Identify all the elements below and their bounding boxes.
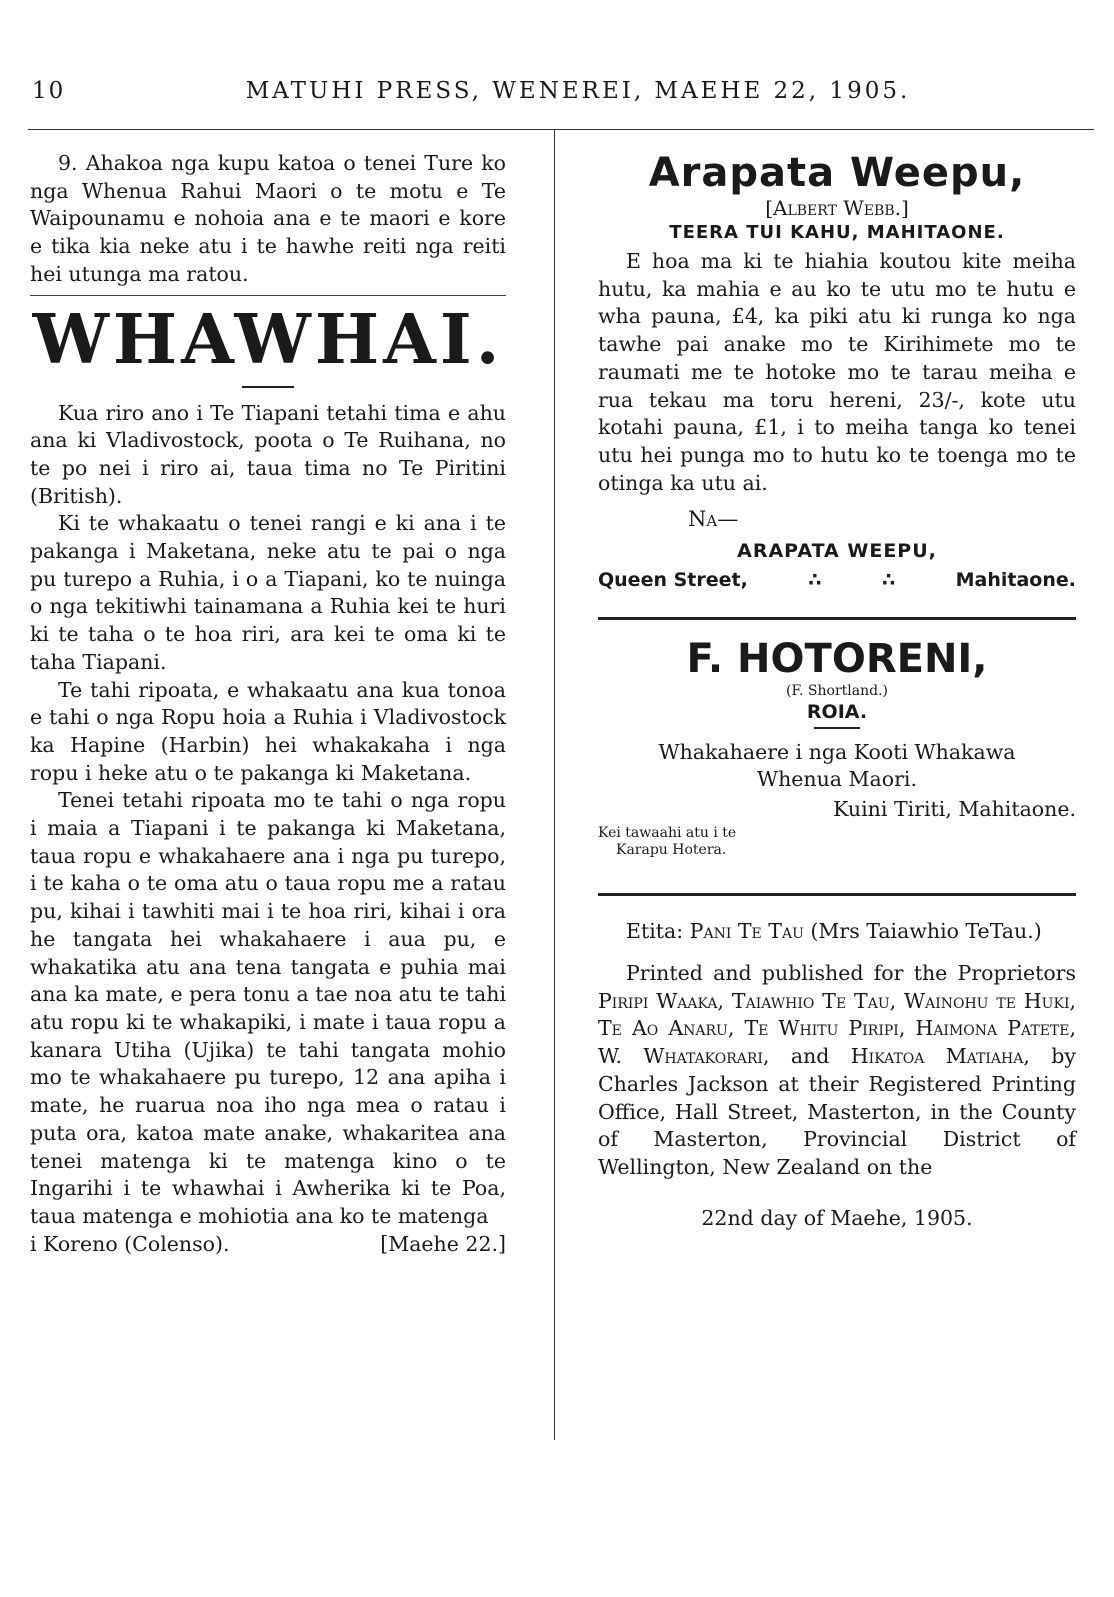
advert-body: E hoa ma ki te hiahia koutou kite meiha hutu, ka mahia e au ko te utu mo te hutu e wha pauna, £4, ka piki atu ki runga ko nga tawhe pai anake mo te Kirihimete mo te raumati me te hotoke mo te tarau meiha e rua tekau ma toru hereni, 23/-, kote utu kotahi pauna, £1, i to meiha tanga ko tenei utu hei punga mo to hutu ko te toenga mo te otinga ka utu ai. [598, 249, 1076, 495]
page-number: 10 [32, 78, 66, 104]
advert-line: Whenua Maori. [757, 767, 917, 792]
editor-note: (Mrs Taiawhio TeTau.) [810, 919, 1042, 944]
closing-text: i Koreno (Colenso). [30, 1231, 230, 1256]
advert-address [598, 569, 1076, 591]
right-column [598, 150, 1076, 1232]
page-header [28, 78, 1088, 118]
advert-subtitle: [Albert Webb.] [765, 196, 909, 220]
proprietor-last: Hikatoa Matiaha, [850, 1044, 1030, 1069]
advert-signature: ARAPATA WEEPU, [737, 540, 937, 563]
ornament-dots: ∴ [881, 569, 896, 592]
imprint-divider [598, 893, 1076, 896]
proprietors-list: Piripi Waaka, Taiawhio Te Tau, Wainohu te Huki, Te Ao Anaru, Te Whitu Piripi, Haimona Patete, W. Whatakorari, [598, 988, 1076, 1069]
advert-trade: TEERA TUI KAHU, MAHITAONE. [669, 222, 1005, 243]
imprint-editor [598, 918, 1076, 946]
article-closing-line [30, 1231, 506, 1259]
left-column [30, 150, 506, 1258]
advert-subtitle: (F. Shortland.) [786, 683, 888, 700]
section-rule [30, 295, 506, 296]
article-date: [Maehe 22.] [380, 1231, 506, 1256]
advert-title: F. HOTORENI, [686, 636, 988, 683]
advert-signoff: Na— [688, 507, 739, 532]
imprint-intro: Printed and published for the Proprietors [626, 961, 1076, 986]
article-paragraph: Ki te whakaatu o tenei rangi e ki ana i te pakanga i Maketana, neke atu te pai o nga pu turepo a Ruhia, i o a Tiapani, ko te nuinga o nga tekitiwhi tainamana a Ruhia kei te huri ki te taha o te hoa riri, ara kei te oma ki te taha Tiapani. [30, 511, 506, 674]
advert-note: Karapu Hotera. [616, 842, 727, 859]
advert-weepu [598, 150, 1076, 591]
article-paragraph: Kua riro ano i Te Tiapani tetahi tima e ahu ana ki Vladivostock, poota o Te Ruihana, no te po nei i riro ai, taua tima no Te Piritini (British). [30, 400, 506, 508]
column-divider [554, 130, 555, 1440]
article-paragraph: Te tahi ripoata, e whakaatu ana kua tonoa e tahi o nga Ropu hoia a Ruhia i Vladivostock ka Hapine (Harbin) hei whakakaha i nga ropu i heke atu o te pakanga ki Maketana. [30, 677, 506, 785]
editor-name: Pani Te Tau [689, 919, 804, 944]
advert-note: Kei tawaahi atu i te [598, 825, 737, 842]
article-paragraph: Tenei tetahi ripoata mo te tahi o nga ropu i maia a Tiapani i te pakanga ki Maketana, taua ropu e whakahaere ana i nga pu turepo, i te kaha o te oma atu o taua ropu me a ratau pu, kihai i tawhiti mai i te hoa riri, kihai i ora he tangata hei whakahaere i aua pu, e whakatika atu ana tena tangata e puhia mai ana ka mate, e pera tonu a tae noa atu te tahi atu ropu ki te whakapiki, i mate i taua ropu a kanara Utiha (Ujika) te tahi tangata mohio mo te whakahaere pu turepo, 12 ana apiha i mate, he ruarua noa iho nga mea o ratau i puta ora, katoa mate anake, whakaritea ana tenei matenga ki te matenga kino o te Ingarihi i te whawhai i Awherika ki te Poa, taua matenga e mohiotia ana ko te matenga [30, 788, 506, 1228]
advert-address: Kuini Tiriti, Mahitaone. [833, 797, 1076, 822]
masthead-title: MATUHI PRESS, WENEREI, MAEHE 22, 1905. [245, 78, 911, 104]
imprint-details: by Charles Jackson at their Registered Printing Office, Hall Street, Masterton, in the County of Masterton, Provincial District of Wellington, New Zealand on the [598, 1044, 1076, 1179]
header-rule [28, 129, 1094, 130]
editor-label: Etita: [626, 919, 684, 944]
imprint-and: and [790, 1044, 830, 1069]
article-paragraph-9: 9. Ahakoa nga kupu katoa o tenei Ture ko nga Whenua Rahui Maori o te motu e Te Waipounamu e nohoia ana e te maori e kore e tika kia neke atu i te hawhe reiti nga reiti hei utunga ma ratou. [30, 151, 506, 286]
advert-hotoreni [598, 636, 1076, 859]
advert-title: Arapata Weepu, [648, 150, 1026, 196]
heading-rule [242, 386, 294, 388]
role-rule [814, 727, 860, 729]
advert-divider [598, 617, 1076, 620]
article-heading: WHAWHAI. [32, 299, 504, 380]
street-name: Queen Street, [598, 569, 748, 592]
imprint-date: 22nd day of Maehe, 1905. [701, 1205, 973, 1230]
advert-line: Whakahaere i nga Kooti Whakawa [658, 740, 1016, 765]
town-name: Mahitaone. [955, 569, 1076, 592]
advert-role: ROIA. [806, 701, 868, 724]
imprint-text [598, 960, 1076, 1182]
ornament-dots: ∴ [808, 569, 822, 592]
imprint [598, 918, 1076, 1231]
